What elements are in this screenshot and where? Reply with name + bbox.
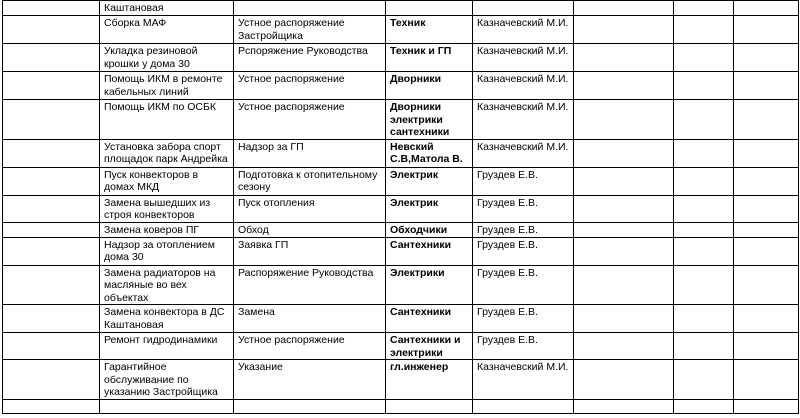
work-table bbox=[2, 0, 799, 414]
responsible-cell: Груздев Е.В. bbox=[473, 265, 574, 305]
executor-cell bbox=[386, 1, 473, 16]
empty-cell bbox=[734, 139, 799, 167]
task-cell: Сборка МАФ bbox=[100, 16, 234, 44]
responsible-cell: Груздев Е.В. bbox=[473, 333, 574, 360]
basis-cell: Устное распоряжение bbox=[234, 72, 386, 100]
basis-cell: Устное распоряжение bbox=[234, 333, 386, 360]
basis-cell: Замена bbox=[234, 305, 386, 333]
basis-cell: Пуск отопления bbox=[234, 195, 386, 222]
empty-cell bbox=[734, 44, 799, 72]
table-row bbox=[3, 16, 799, 44]
table-row bbox=[3, 195, 799, 222]
empty-cell bbox=[674, 305, 734, 333]
responsible-cell: Груздев Е.В. bbox=[473, 195, 574, 222]
table-row bbox=[3, 305, 799, 333]
lead-cell bbox=[3, 399, 100, 413]
executor-cell: Дворники электрики сантехники bbox=[386, 100, 473, 140]
responsible-cell: Груздев Е.В. bbox=[473, 167, 574, 195]
empty-cell bbox=[674, 360, 734, 400]
empty-cell bbox=[734, 195, 799, 222]
responsible-cell: Казначевский М.И. bbox=[473, 44, 574, 72]
lead-cell bbox=[3, 333, 100, 360]
lead-cell bbox=[3, 16, 100, 44]
table-row bbox=[3, 167, 799, 195]
basis-cell: Устное распоряжение bbox=[234, 100, 386, 140]
empty-cell bbox=[574, 333, 674, 360]
empty-cell bbox=[734, 399, 799, 413]
empty-cell bbox=[574, 237, 674, 265]
executor-cell: Сантехники и электрики bbox=[386, 333, 473, 360]
basis-cell: Устное распоряжение Застройщика bbox=[234, 16, 386, 44]
table-row bbox=[3, 139, 799, 167]
basis-cell: Заявка ГП bbox=[234, 237, 386, 265]
empty-cell bbox=[674, 44, 734, 72]
responsible-cell: Груздев Е.В. bbox=[473, 305, 574, 333]
task-cell: Гарантийное обслуживание по указанию Застройщика bbox=[100, 360, 234, 400]
empty-cell bbox=[574, 139, 674, 167]
lead-cell bbox=[3, 360, 100, 400]
executor-cell: Дворники bbox=[386, 72, 473, 100]
executor-cell: Техник и ГП bbox=[386, 44, 473, 72]
task-cell: Ремонт гидродинамики bbox=[100, 333, 234, 360]
executor-cell: Техник bbox=[386, 16, 473, 44]
table-row bbox=[3, 333, 799, 360]
empty-cell bbox=[734, 1, 799, 16]
task-cell: Установка забора спорт площадок парк Андрейка bbox=[100, 139, 234, 167]
executor-cell: Обходчики bbox=[386, 222, 473, 237]
responsible-cell: Казначевский М.И. bbox=[473, 16, 574, 44]
task-cell: Пуск конвекторов в домах МКД bbox=[100, 167, 234, 195]
task-cell: Замена конвектора в ДС Каштановая bbox=[100, 305, 234, 333]
executor-cell: Сантехники bbox=[386, 305, 473, 333]
task-cell: Каштановая bbox=[100, 1, 234, 16]
empty-cell bbox=[734, 333, 799, 360]
empty-cell bbox=[674, 237, 734, 265]
executor-cell: гл.инженер bbox=[386, 360, 473, 400]
empty-cell bbox=[734, 16, 799, 44]
empty-cell bbox=[674, 167, 734, 195]
lead-cell bbox=[3, 44, 100, 72]
empty-cell bbox=[674, 195, 734, 222]
task-cell: Помощь ИКМ по ОСБК bbox=[100, 100, 234, 140]
task-cell: Укладка резиновой крошки у дома 30 bbox=[100, 44, 234, 72]
empty-cell bbox=[574, 360, 674, 400]
lead-cell bbox=[3, 222, 100, 237]
basis-cell: Распоряжение Руководства bbox=[234, 265, 386, 305]
empty-cell bbox=[734, 222, 799, 237]
table-row bbox=[3, 399, 799, 413]
table-row bbox=[3, 72, 799, 100]
empty-cell bbox=[574, 72, 674, 100]
executor-cell: Сантехники bbox=[386, 237, 473, 265]
empty-cell bbox=[574, 16, 674, 44]
executor-cell: Электрик bbox=[386, 167, 473, 195]
basis-cell: Обход bbox=[234, 222, 386, 237]
lead-cell bbox=[3, 265, 100, 305]
executor-cell: Электрик bbox=[386, 195, 473, 222]
table-row bbox=[3, 44, 799, 72]
basis-cell: Указание bbox=[234, 360, 386, 400]
empty-cell bbox=[574, 399, 674, 413]
basis-cell: Надзор за ГП bbox=[234, 139, 386, 167]
empty-cell bbox=[674, 265, 734, 305]
responsible-cell: Груздев Е.В. bbox=[473, 237, 574, 265]
task-cell: Помощь ИКМ в ремонте кабельных линий bbox=[100, 72, 234, 100]
empty-cell bbox=[574, 1, 674, 16]
executor-cell: Электрики bbox=[386, 265, 473, 305]
empty-cell bbox=[734, 237, 799, 265]
basis-cell: Рспоряжение Руководства bbox=[234, 44, 386, 72]
empty-cell bbox=[574, 195, 674, 222]
empty-cell bbox=[674, 333, 734, 360]
basis-cell bbox=[234, 399, 386, 413]
table-row bbox=[3, 360, 799, 400]
empty-cell bbox=[674, 1, 734, 16]
empty-cell bbox=[674, 222, 734, 237]
empty-cell bbox=[674, 100, 734, 140]
lead-cell bbox=[3, 100, 100, 140]
empty-cell bbox=[574, 305, 674, 333]
task-cell: Надзор за отоплением дома 30 bbox=[100, 237, 234, 265]
empty-cell bbox=[574, 265, 674, 305]
empty-cell bbox=[574, 222, 674, 237]
table-row bbox=[3, 1, 799, 16]
table-row bbox=[3, 222, 799, 237]
empty-cell bbox=[734, 167, 799, 195]
empty-cell bbox=[734, 360, 799, 400]
responsible-cell: Казначевский М.И. bbox=[473, 100, 574, 140]
empty-cell bbox=[674, 399, 734, 413]
table-row bbox=[3, 100, 799, 140]
empty-cell bbox=[674, 16, 734, 44]
task-cell: Замена вышедших из строя конвекторов bbox=[100, 195, 234, 222]
empty-cell bbox=[574, 44, 674, 72]
responsible-cell: Груздев Е.В. bbox=[473, 222, 574, 237]
empty-cell bbox=[734, 305, 799, 333]
task-cell: Замена радиаторов на масляные во вех объектах bbox=[100, 265, 234, 305]
basis-cell bbox=[234, 1, 386, 16]
empty-cell bbox=[674, 139, 734, 167]
task-cell bbox=[100, 399, 234, 413]
responsible-cell: Казначевский М.И. bbox=[473, 139, 574, 167]
empty-cell bbox=[734, 265, 799, 305]
empty-cell bbox=[674, 72, 734, 100]
lead-cell bbox=[3, 305, 100, 333]
empty-cell bbox=[574, 167, 674, 195]
responsible-cell bbox=[473, 399, 574, 413]
task-cell: Замена коверов ПГ bbox=[100, 222, 234, 237]
responsible-cell bbox=[473, 1, 574, 16]
basis-cell: Подготовка к отопительному сезону bbox=[234, 167, 386, 195]
lead-cell bbox=[3, 1, 100, 16]
executor-cell: Невский С.В,Матола В. bbox=[386, 139, 473, 167]
lead-cell bbox=[3, 167, 100, 195]
lead-cell bbox=[3, 237, 100, 265]
lead-cell bbox=[3, 139, 100, 167]
empty-cell bbox=[574, 100, 674, 140]
lead-cell bbox=[3, 72, 100, 100]
responsible-cell: Казначевский М.И. bbox=[473, 72, 574, 100]
empty-cell bbox=[734, 100, 799, 140]
executor-cell bbox=[386, 399, 473, 413]
lead-cell bbox=[3, 195, 100, 222]
responsible-cell: Казначевский М.И. bbox=[473, 360, 574, 400]
table-row bbox=[3, 237, 799, 265]
table-row bbox=[3, 265, 799, 305]
empty-cell bbox=[734, 72, 799, 100]
